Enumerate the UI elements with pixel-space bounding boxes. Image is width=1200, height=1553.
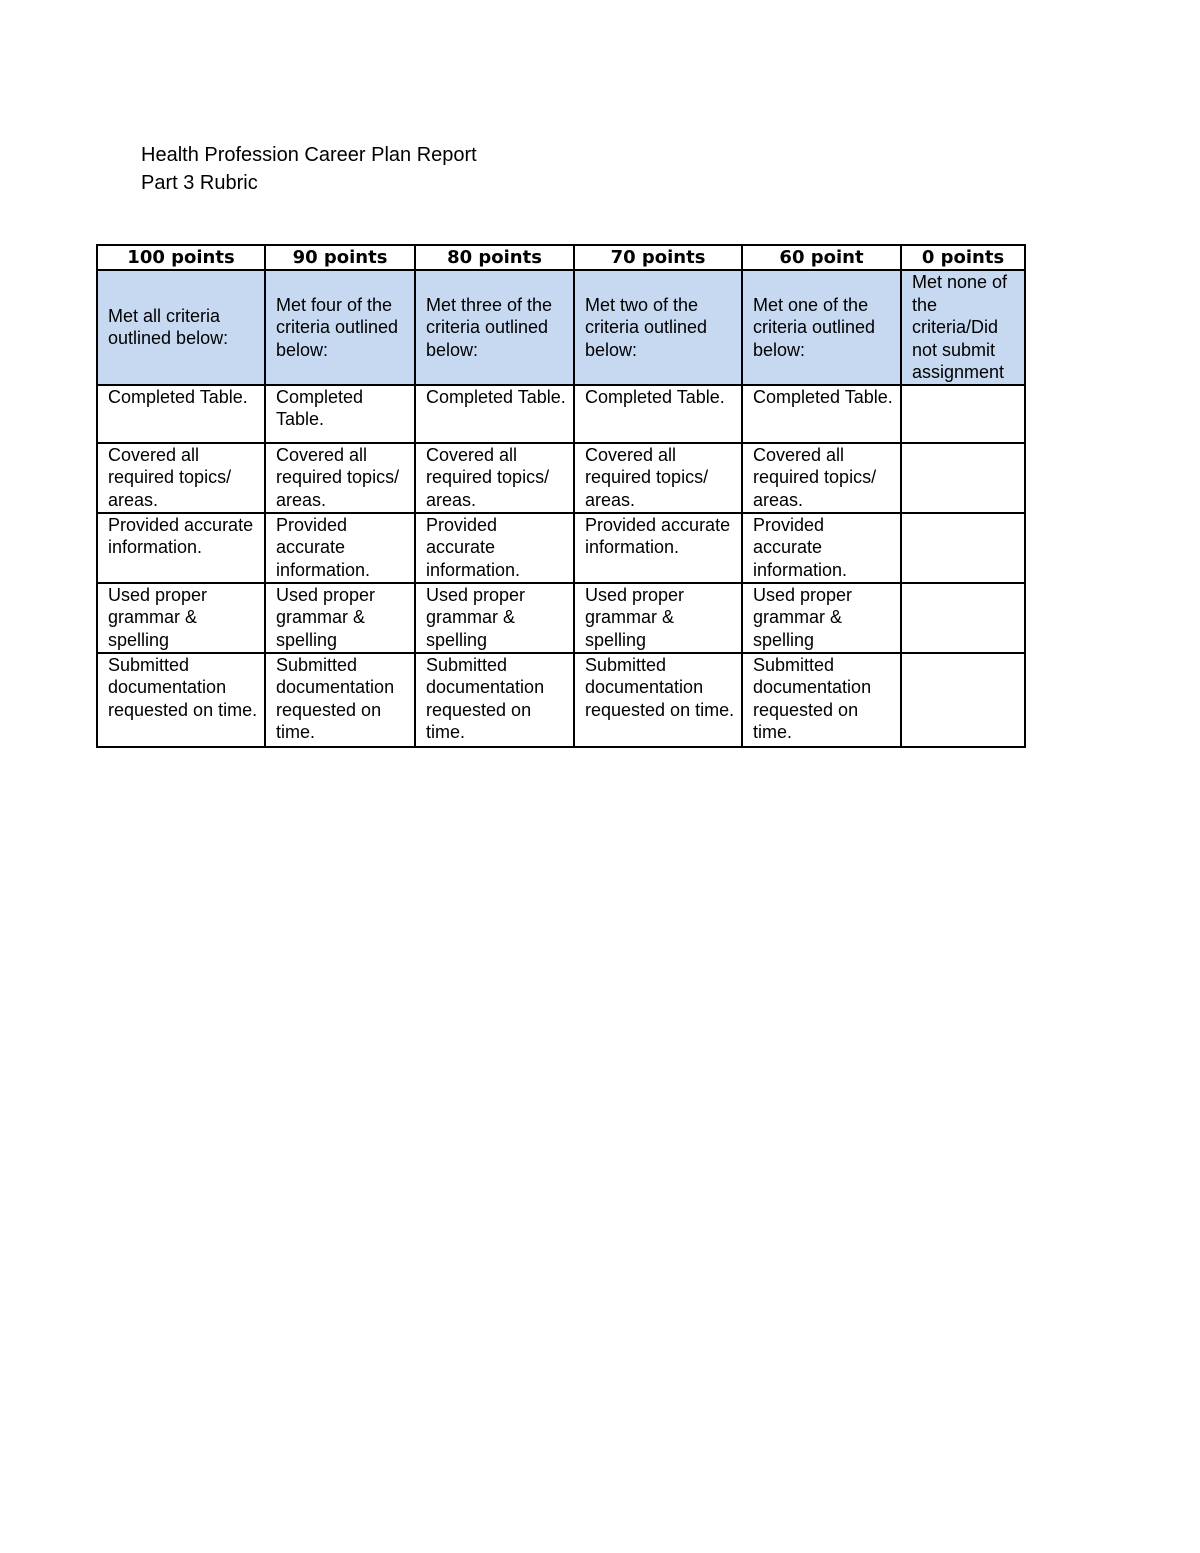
- summary-cell: Met none of the criteria/Did not submit assignment: [901, 270, 1025, 385]
- document-title: Health Profession Career Plan Report: [141, 144, 477, 166]
- page-heading: [141, 141, 477, 197]
- criteria-cell: Completed Table.: [265, 385, 415, 443]
- criteria-cell: Covered all required topics/ areas.: [265, 443, 415, 513]
- criteria-cell: Covered all required topics/ areas.: [97, 443, 265, 513]
- criteria-cell: Covered all required topics/ areas.: [415, 443, 574, 513]
- criteria-row-submitted-on-time: [97, 653, 1025, 747]
- criteria-cell: Completed Table.: [742, 385, 901, 443]
- criteria-cell: [901, 385, 1025, 443]
- criteria-cell: Provided accurate information.: [265, 513, 415, 583]
- header-80-points: 80 points: [415, 245, 574, 270]
- rubric-summary-row: [97, 270, 1025, 385]
- criteria-cell: [901, 513, 1025, 583]
- document-subtitle: Part 3 Rubric: [141, 172, 258, 194]
- criteria-cell: Submitted documentation requested on time.: [415, 653, 574, 747]
- criteria-cell: Provided accurate information.: [574, 513, 742, 583]
- criteria-cell: Covered all required topics/ areas.: [742, 443, 901, 513]
- header-0-points: 0 points: [901, 245, 1025, 270]
- summary-cell: Met three of the criteria outlined below:: [415, 270, 574, 385]
- criteria-cell: Used proper grammar & spelling: [574, 583, 742, 653]
- criteria-cell: Submitted documentation requested on time.: [742, 653, 901, 747]
- criteria-cell: Used proper grammar & spelling: [97, 583, 265, 653]
- criteria-cell: Used proper grammar & spelling: [415, 583, 574, 653]
- summary-cell: Met four of the criteria outlined below:: [265, 270, 415, 385]
- criteria-cell: Completed Table.: [97, 385, 265, 443]
- summary-cell: Met all criteria outlined below:: [97, 270, 265, 385]
- criteria-row-covered-topics: [97, 443, 1025, 513]
- criteria-row-completed-table: [97, 385, 1025, 443]
- criteria-cell: Submitted documentation requested on time.: [265, 653, 415, 747]
- criteria-cell: Provided accurate information.: [97, 513, 265, 583]
- criteria-row-grammar-spelling: [97, 583, 1025, 653]
- criteria-cell: [901, 583, 1025, 653]
- criteria-cell: Provided accurate information.: [742, 513, 901, 583]
- summary-cell: Met one of the criteria outlined below:: [742, 270, 901, 385]
- rubric-table: [96, 244, 1026, 748]
- rubric-header-row: [97, 245, 1025, 270]
- header-60-point: 60 point: [742, 245, 901, 270]
- criteria-cell: Submitted documentation requested on time.: [574, 653, 742, 747]
- criteria-cell: Completed Table.: [574, 385, 742, 443]
- criteria-row-accurate-information: [97, 513, 1025, 583]
- criteria-cell: Provided accurate information.: [415, 513, 574, 583]
- summary-cell: Met two of the criteria outlined below:: [574, 270, 742, 385]
- criteria-cell: Used proper grammar & spelling: [742, 583, 901, 653]
- header-90-points: 90 points: [265, 245, 415, 270]
- criteria-cell: Used proper grammar & spelling: [265, 583, 415, 653]
- criteria-cell: [901, 443, 1025, 513]
- criteria-cell: Submitted documentation requested on time.: [97, 653, 265, 747]
- criteria-cell: [901, 653, 1025, 747]
- header-70-points: 70 points: [574, 245, 742, 270]
- criteria-cell: Covered all required topics/ areas.: [574, 443, 742, 513]
- header-100-points: 100 points: [97, 245, 265, 270]
- criteria-cell: Completed Table.: [415, 385, 574, 443]
